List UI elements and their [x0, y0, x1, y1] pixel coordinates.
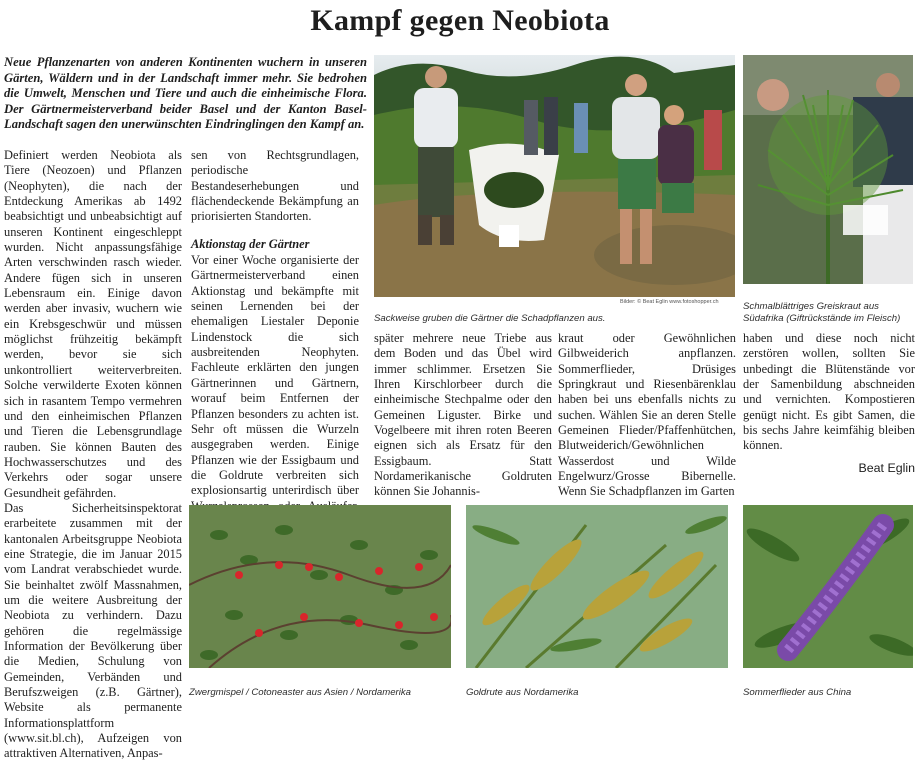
buddleja-photo [743, 505, 913, 668]
main-photo-caption: Sackweise gruben die Gärtner die Schadpflanzen aus. [374, 313, 606, 324]
paragraph: später mehrere neue Triebe aus dem Boden und das Übel wird immer schlimmer. Ersetzen Sie Ihren Kirschlorbeer durch die einheimische Stechpalme oder den Gemeinen Liguster. Birke und Vogelbeere mit ihren roten Beeren eignen sich als Ersatz für den Essigbaum. Statt Nordamerikanische Goldruten können Sie Johannis- [374, 331, 552, 499]
paragraph: sen von Rechtsgrundlagen, periodische Bestandeserhebungen und flächendeckende Bekämpfung an priorisierten Standorten. [191, 148, 359, 224]
cotoneaster-photo [189, 505, 451, 668]
paragraph: haben und diese noch nicht zerstören wollen, sollten Sie unbedingt die Blütenstände vor der Samenbildung abschneiden und vernichten. Kompostieren genügt nicht. Es gibt Samen, die bis sechs Jahre keimfähig bleiben können. [743, 331, 915, 453]
gardeners-photo [374, 55, 735, 297]
text-column-3 [374, 331, 552, 500]
ragwort-photo [743, 55, 913, 284]
text-column-2 [191, 148, 359, 545]
author-byline: Beat Eglin [858, 461, 915, 475]
paragraph: kraut oder Gewöhnlichen Gilbweiderich anpflanzen. Sommerflieder, Drüsiges Springkraut und Riesenbärenklau haben bei uns ebenfalls nichts zu suchen. Wählen Sie an deren Stelle Gemeinen Flieder/Pfaffenhütchen, Blutweiderich/Gewöhnlichen Wasserdost und Wilde Engelwurz/Grosse Bibernelle. Wenn Sie Schadpflanzen im Garten [558, 331, 736, 499]
text-column-5 [743, 331, 915, 454]
paragraph: Definiert werden Neobiota als Tiere (Neozoen) und Pflanzen (Neophyten), die nach der Entdeckung Amerikas ab 1492 beabsichtigt und unbeabsichtigt auf unseren Kontinent eingeschleppt wurden. Nicht anpassungsfähige Arten verschwinden rasch wieder. Andere fügen sich in unseren Lebensraum ein. Einige davon werden aber invasiv, wuchern wie ein Krebsgeschwür und müssen möglichst frühzeitig bekämpft werden, bevor sie sich unkontrolliert weiterverbreiten. Solche verwilderte Exoten können sich in rasantem Tempo vermehren und den einheimischen Pflanzen und Tieren die Lebensgrundlage rauben. Sie können Bauten des Hochwasserschutzes und des Verkehrs oder sogar unsere Gesundheit gefährden. [4, 148, 182, 500]
text-column-1 [4, 148, 182, 762]
page-title: Kampf gegen Neobiota [310, 4, 610, 37]
cotoneaster-caption: Zwergmispel / Cotoneaster aus Asien / Nordamerika [189, 687, 411, 698]
text-column-4 [558, 331, 736, 500]
goldenrod-caption: Goldrute aus Nordamerika [466, 687, 579, 698]
ragwort-caption-line-1: Schmalblättriges Greiskraut aus [743, 301, 879, 312]
section-subhead: Aktionstag der Gärtner [191, 236, 310, 251]
goldenrod-photo [466, 505, 728, 668]
ragwort-caption-line-2: Südafrika (Giftrückstände im Fleisch) [743, 313, 901, 324]
paragraph: Das Sicherheitsinspektorat erarbeitete zusammen mit der kantonalen Arbeitsgruppe Neobiota eine Strategie, die im Januar 2015 vom Landrat verabschiedet wurde. Sie beinhaltet zwölf Massnahmen, um die weitere Ausbreitung der Neobiota zu verhindern. Dazu gehören die regelmässige Information der Bevölkerung über die Medien, Schulung von Gemeinden, Verbänden und Berufszweigen (z.B. Gärtner), Website als permanente Informationsplattform (www.sit.bl.ch), Aufzeigen von attraktiven Alternativen, Anpas- [4, 500, 182, 761]
paragraph: Vor einer Woche organisierte der Gärtnermeisterverband einen Aktionstag und bekämpfte mit seinen Lernenden bei der ehemaligen Liestaler Deponie Lindenstock die sich ausbreitenden Neophyten. Fachleute erklärten den jungen Gärtnerinnen und Gärtnern, worauf beim Entfernen der Pflanzen besonders zu achten ist. Sehr oft müssen die Wurzeln ausgegraben werden. Einige Pflanzen wie der Essigbaum und die Goldrute verbreiten sich explosionsartig unterirdisch über [191, 253, 359, 498]
buddleja-caption: Sommerflieder aus China [743, 687, 852, 698]
photo-credit: Bilder: © Beat Eglin www.fotoshopper.ch [620, 299, 719, 305]
article-lead: Neue Pflanzenarten von anderen Kontinenten wuchern in unseren Gärten, Wäldern und in der Landschaft immer mehr. Sie bedrohen die Umwelt, Menschen und Tiere und auch die einheimische Flora. Der Gärtnermeisterverband beider Basel und der Kanton Basel-Landschaft sagen den unerwünschten Eindringlingen den Kampf an. [4, 55, 367, 132]
